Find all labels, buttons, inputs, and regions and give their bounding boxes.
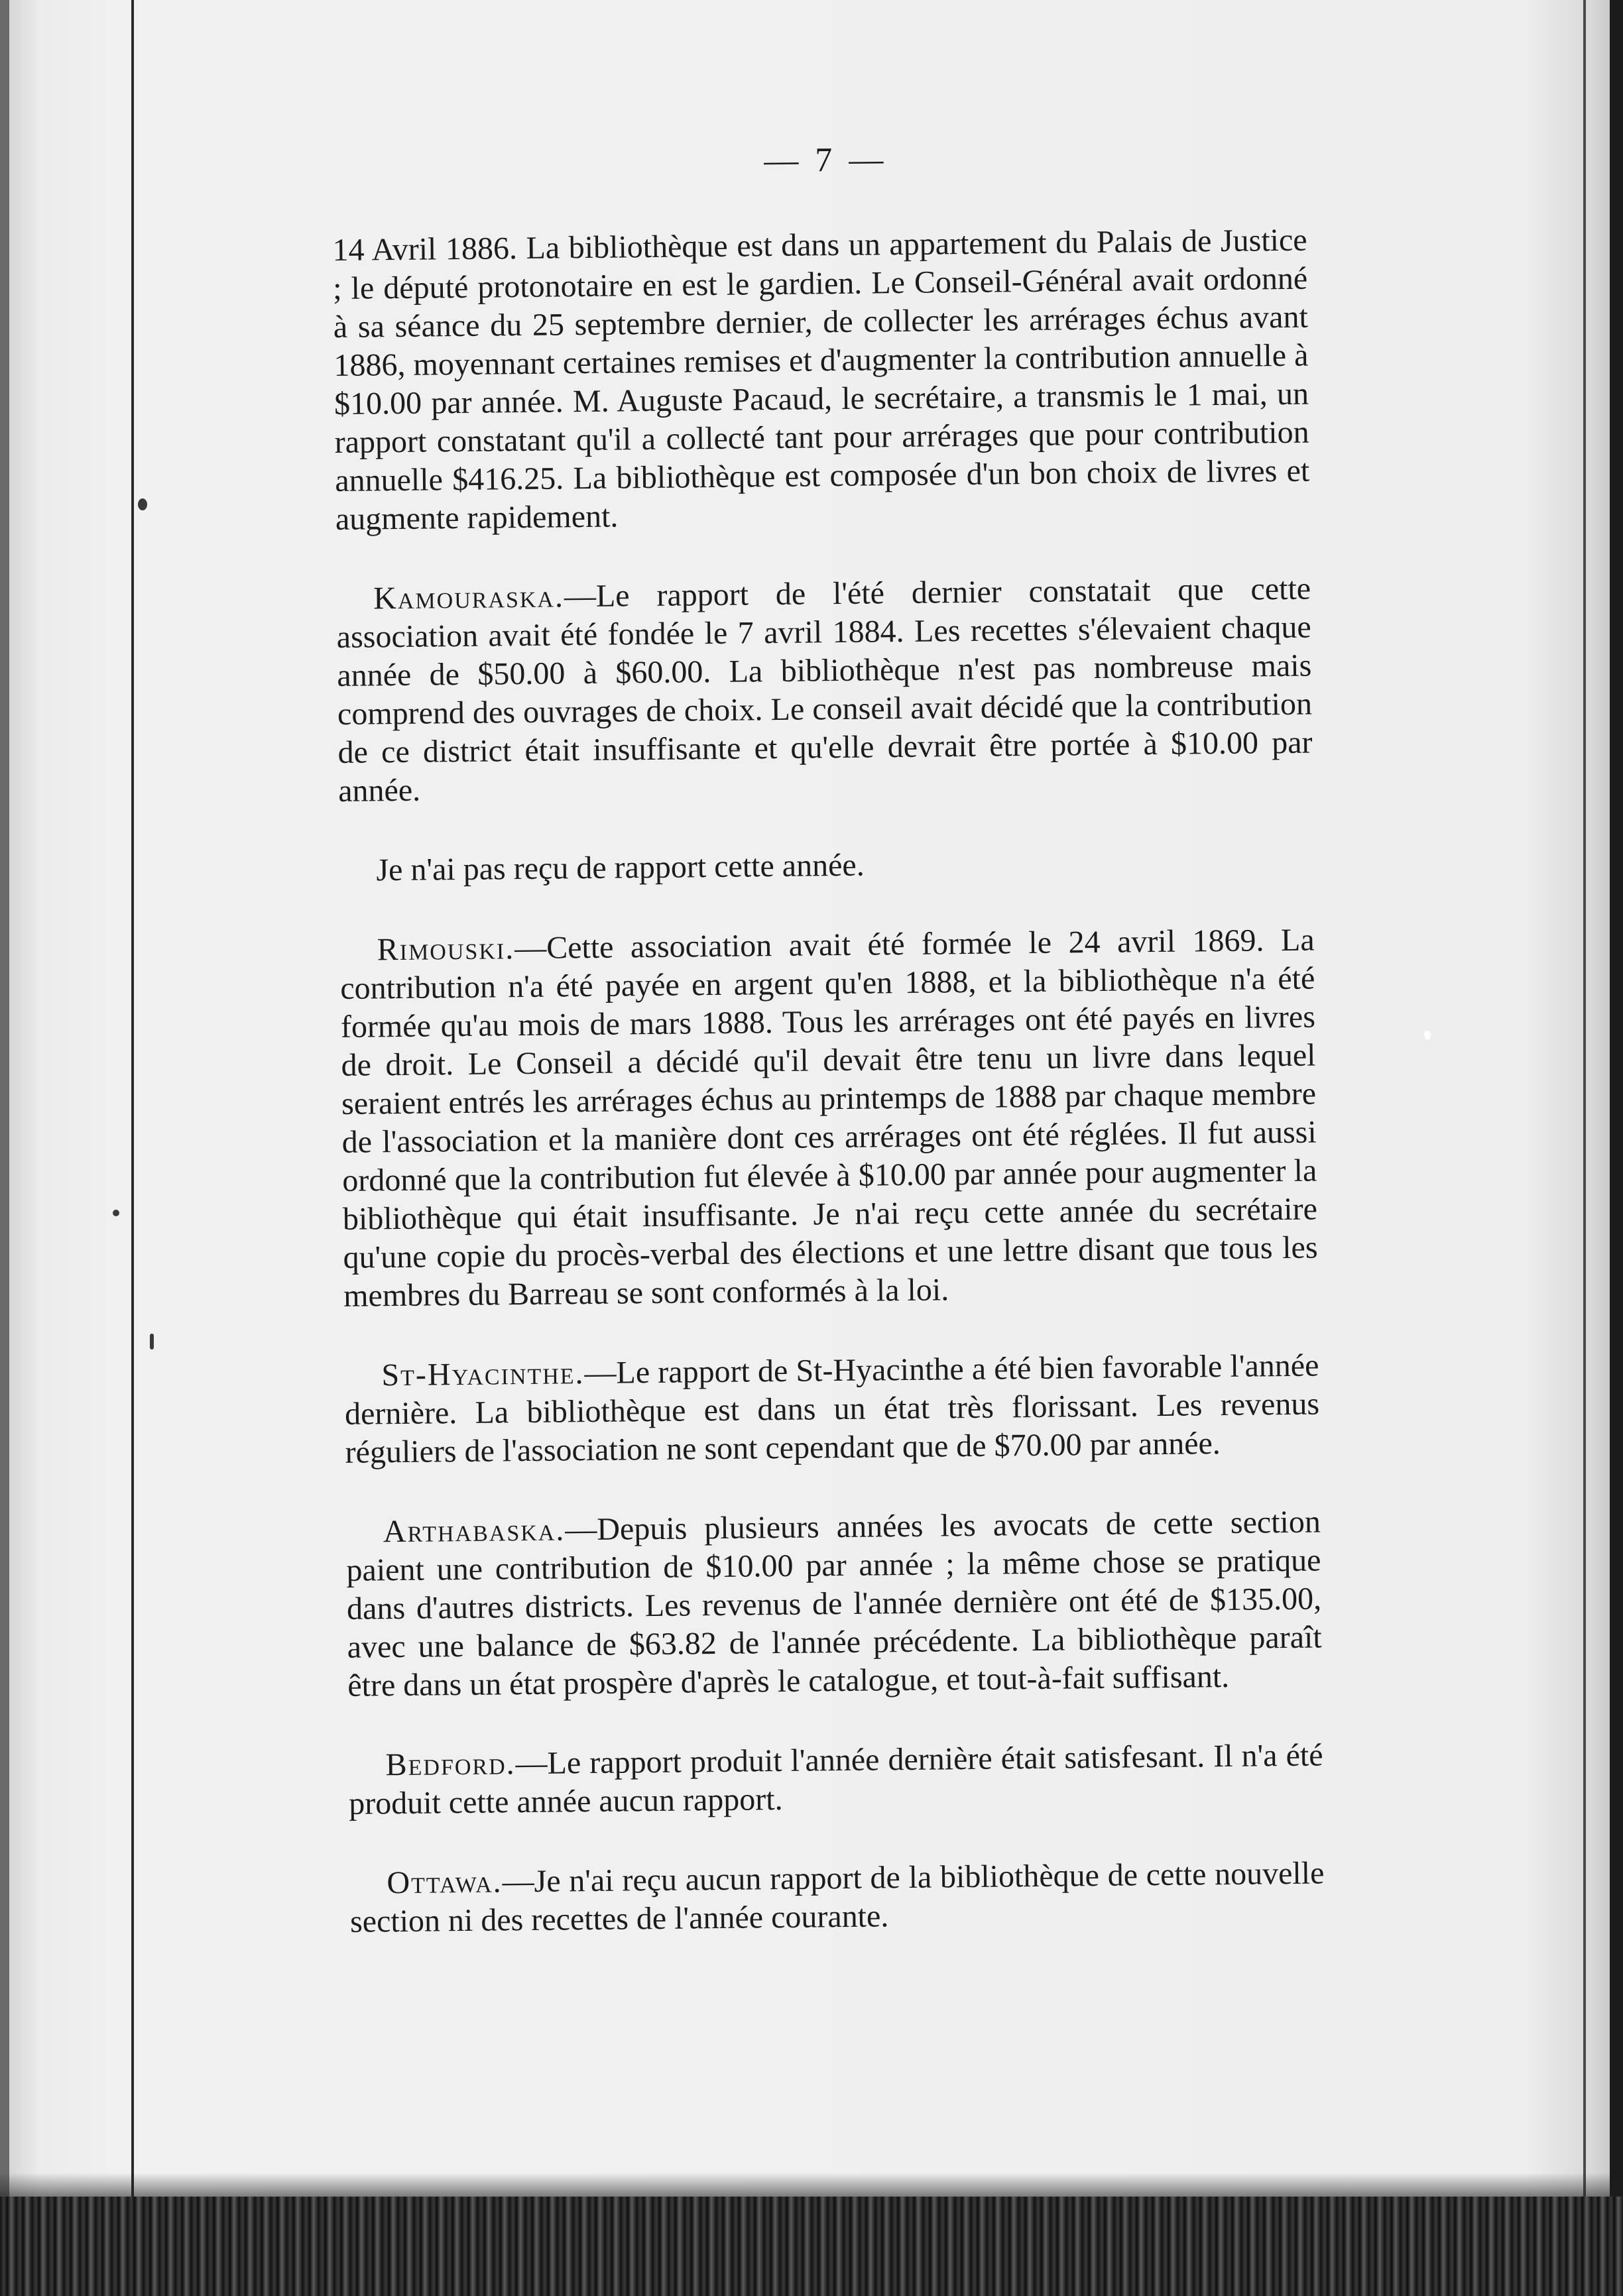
- scan-speck: [138, 498, 147, 510]
- paragraph-text: —Cette association avait été formée le 24 avril 1869. La contribution n'a été payée en argent qu'en 1888, et la bibliothèque n'a été formée qu'au mois de mars 1888. Tous les arrérages ont été payés en livres de droit. Le Conseil a décidé qu'il devait être tenu un livre dans lequel seraient entrés les arrérages échus au printemps de 1888 par chaque membre de l'association et la manière dont ces arrérages ont été réglées. Il fut aussi ordonné que la contribution fut élevée à $10.00 par année pour augmenter la bibliothèque qui était insuffisante. Je n'ai reçu cette année du secrétaire qu'une copie du procès-verbal des élections et une lettre disant que tous les membres du Barreau se sont conformés à la loi.: [340, 922, 1318, 1314]
- margin-rule-right: [1583, 0, 1586, 2296]
- paragraph-st-hyacinthe: [344, 1347, 1320, 1472]
- paragraph-text: —Le rapport produit l'année dernière était satisfesant. Il n'a été produit cette année aucun rapport.: [348, 1737, 1323, 1821]
- scan-shadow: [0, 2173, 1623, 2197]
- scan-speck: [113, 1210, 119, 1216]
- paragraph-arthabaska: [346, 1503, 1323, 1705]
- paragraph-text: —Je n'ai reçu aucun rapport de la bibliothèque de cette nouvelle section ni des recettes de l'année courante.: [349, 1855, 1325, 1939]
- scan-bottom-edge: [0, 2197, 1623, 2296]
- section-heading: Bedford.: [385, 1746, 516, 1783]
- paragraph-ottawa: [349, 1854, 1325, 1941]
- paragraph-text: 14 Avril 1886. La bibliothèque est dans un appartement du Palais de Justice ; le député protonotaire en est le gardien. Le Conseil-Général avait ordonné à sa séance du 25 septembre dernier, de collecter les arrérages échus avant 1886, moyennant certaines remises et d'augmenter la contribution annuelle à $10.00 par année. M. Auguste Pacaud, le secrétaire, a transmis le 1 mai, un rapport constatant qu'il a collecté tant pour arrérages que pour contribution annuelle $416.25. La bibliothèque est composée d'un bon choix de livres et augmente rapidement.: [332, 222, 1310, 537]
- section-heading: Ottawa.: [387, 1864, 503, 1901]
- scan-speck: [1424, 1031, 1431, 1040]
- paragraph-bedford: [348, 1736, 1323, 1823]
- paragraph-text: —Le rapport de St-Hyacinthe a été bien favorable l'année dernière. La bibliothèque est dans un état très florissant. Les revenus réguliers de l'association ne sont cependant que de $70.00 par année.: [344, 1348, 1320, 1470]
- paragraph-rimouski: [339, 921, 1318, 1316]
- document-body: [331, 136, 1325, 1982]
- paragraph: [332, 221, 1310, 539]
- page-right-edge: [1610, 0, 1623, 2296]
- page-left-edge: [0, 0, 9, 2296]
- margin-rule-left: [131, 0, 134, 2296]
- section-heading: Kamouraska.: [373, 579, 565, 616]
- scan-speck: [150, 1334, 154, 1349]
- section-heading: St-Hyacinthe.: [381, 1355, 585, 1393]
- paragraph-text: Je n'ai pas reçu de rapport cette année.: [376, 847, 865, 888]
- paragraph: [339, 842, 1314, 890]
- page-number: — 7 —: [763, 141, 888, 180]
- paragraph-kamouraska: [336, 570, 1313, 811]
- section-heading: Rimouski.: [377, 931, 515, 968]
- section-heading: Arthabaska.: [383, 1512, 566, 1550]
- paragraph-text: —Le rapport de l'été dernier constatait que cette association avait été fondée le 7 avril 1884. Les recettes s'élevaient chaque année de $50.00 à $60.00. La bibliothèque n'est pas nombreuse mais comprend des ouvrages de choix. Le conseil avait décidé que la contribution de ce district était insuffisante et qu'elle devrait être portée à $10.00 par année.: [336, 571, 1313, 809]
- paragraph-text: —Depuis plusieurs années les avocats de cette section paient une contribution de $10.00 par année ; la même chose se pratique dans d'autres districts. Les revenus de l'année dernière ont été de $135.00, avec une balance de $63.82 de l'année précédente. La bibliothèque paraît être dans un état prospère d'après le catalogue, et tout-à-fait suffisant.: [346, 1504, 1322, 1703]
